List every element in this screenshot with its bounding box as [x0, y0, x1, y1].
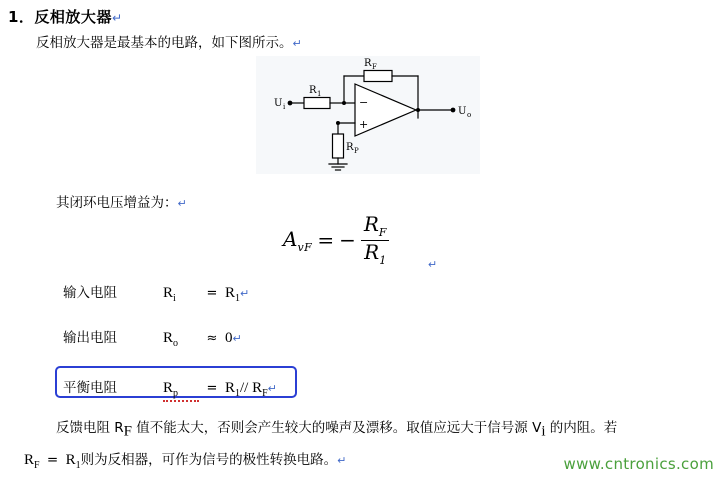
formula-denominator	[361, 240, 389, 267]
gain-paragraph	[56, 191, 187, 211]
input-resistance-symbol	[163, 285, 199, 304]
output-resistance-line	[63, 326, 242, 349]
formula-lhs	[283, 227, 312, 254]
formula-lhs-symbol: A	[283, 226, 298, 251]
figure-label-plus: +	[359, 118, 369, 131]
formula-denominator-symbol: R	[364, 239, 380, 264]
paragraph-mark: ↵	[267, 382, 277, 395]
input-resistance-label: 输入电阻	[63, 285, 117, 301]
figure-label-rf: R	[364, 58, 372, 69]
feedback-paragraph-part1: 反馈电阻 R	[56, 420, 124, 436]
feedback-paragraph-part3: 的内阻。若	[545, 420, 618, 436]
input-resistance-line	[63, 281, 249, 304]
output-resistance-symbol-subscript: o	[173, 338, 179, 349]
paragraph-mark: ↵	[111, 11, 123, 25]
figure-label-rp-sub: P	[354, 147, 359, 155]
output-resistance-value: 0	[225, 330, 233, 346]
figure-label-uo-sub: o	[467, 111, 472, 119]
balance-resistance-operator: =	[206, 381, 218, 396]
output-resistance-symbol	[163, 330, 199, 349]
paragraph-mark: ↵	[292, 37, 302, 50]
gain-paragraph-text: 其闭环电压增益为：	[56, 195, 178, 211]
paragraph-mark: ↵	[232, 332, 242, 345]
paragraph-mark: ↵	[337, 454, 347, 467]
figure-label-r1-sub: 1	[317, 90, 322, 98]
closing-operator: =	[46, 452, 59, 468]
input-resistance-symbol-letter: R	[163, 285, 174, 301]
input-resistance-symbol-subscript: i	[173, 293, 176, 304]
closing-symbol-rf	[24, 452, 40, 471]
formula-numerator-subscript: F	[378, 226, 387, 239]
feedback-paragraph	[56, 416, 617, 441]
figure-label-r1: R	[309, 85, 317, 96]
gain-formula	[283, 214, 390, 266]
formula-equals: =	[317, 228, 335, 253]
output-resistance-symbol-letter: R	[163, 330, 174, 346]
feedback-sub-i: i	[541, 423, 546, 440]
figure-label-ui-sub: i	[283, 103, 286, 111]
input-resistance-value-letter: R	[225, 285, 236, 301]
formula-fraction	[361, 214, 390, 266]
feedback-paragraph-part2: 值不能太大，否则会产生较大的噪声及漂移。取值应远大于信号源 V	[132, 420, 542, 436]
figure-label-uo: U	[458, 106, 467, 117]
balance-resistance-label: 平衡电阻	[63, 380, 117, 396]
page-title-text: 1．反相放大器	[8, 8, 112, 26]
closing-symbol-r1-subscript: 1	[75, 460, 81, 471]
balance-resistance-value-letter: R	[225, 380, 236, 396]
balance-resistance-line	[63, 376, 277, 402]
balance-resistance-value-tail-subscript: F	[262, 388, 268, 399]
closing-text: 则为反相器，可作为信号的极性转换电路。	[80, 452, 338, 468]
formula-minus: −	[339, 228, 356, 253]
figure-label-rf-sub: F	[372, 63, 377, 71]
closing-paragraph	[24, 448, 346, 471]
circuit-figure	[256, 56, 480, 174]
page-title	[8, 6, 123, 27]
paragraph-mark: ↵	[240, 287, 250, 300]
watermark: www.cntronics.com	[563, 455, 714, 473]
paragraph-mark: ↵	[428, 259, 438, 271]
balance-resistance-value-subscript: 1	[235, 388, 241, 399]
formula-lhs-subscript: vF	[297, 240, 313, 254]
balance-resistance-symbol-subscript: p	[173, 388, 179, 399]
figure-label-rp: R	[346, 142, 354, 153]
circuit-diagram-svg	[256, 56, 480, 174]
formula-numerator-symbol: R	[363, 212, 379, 236]
input-resistance-value-subscript: 1	[235, 293, 241, 304]
balance-resistance-symbol	[163, 380, 199, 402]
balance-resistance-value	[225, 380, 268, 399]
input-resistance-value	[225, 285, 240, 304]
figure-label-ui: U	[274, 98, 283, 109]
intro-paragraph-text: 反相放大器是最基本的电路，如下图所示。	[36, 35, 293, 51]
closing-symbol-r1	[66, 452, 81, 471]
feedback-sub-f: F	[123, 423, 133, 440]
balance-resistance-value-tail: // R	[240, 380, 263, 396]
paragraph-mark: ↵	[177, 197, 187, 210]
intro-paragraph	[36, 31, 302, 51]
output-resistance-operator: ≈	[206, 331, 218, 346]
output-resistance-label: 输出电阻	[63, 330, 117, 346]
input-resistance-operator: =	[206, 286, 218, 301]
closing-symbol-rf-letter: R	[24, 452, 35, 468]
balance-resistance-symbol-letter: R	[163, 380, 174, 396]
formula-numerator	[361, 214, 390, 240]
closing-symbol-rf-subscript: F	[34, 460, 40, 471]
formula-denominator-subscript: 1	[379, 253, 387, 267]
figure-label-minus: −	[359, 96, 369, 109]
closing-symbol-r1-letter: R	[65, 452, 76, 468]
